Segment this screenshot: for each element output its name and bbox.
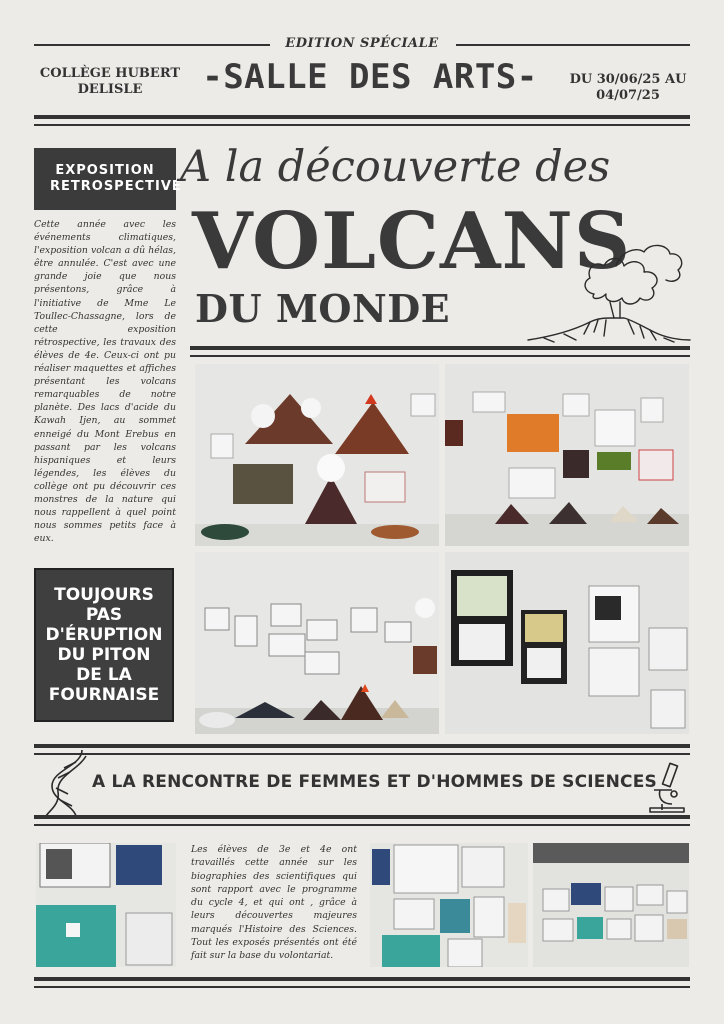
- piton-callout-text: TOUJOURS PAS D'ÉRUPTION DU PITON DE LA FOURNAISE: [45, 585, 163, 705]
- headline-line3: DU MONDE: [195, 286, 451, 331]
- dna-icon: [42, 748, 92, 818]
- edition-label: EDITION SPÉCIALE: [285, 36, 439, 51]
- school-name: COLLÈGE HUBERT DELISLE: [39, 66, 181, 97]
- volcano-photo-3: [195, 552, 439, 734]
- science-section-title: A LA RENCONTRE DE FEMMES ET D'HOMMES DE SCIENCES: [92, 772, 657, 792]
- masthead-rule-thin: [34, 124, 690, 126]
- headline-line1: A la découverte des: [180, 142, 611, 192]
- masthead-title: -SALLE DES ARTS-: [202, 57, 538, 97]
- headline-rule-thick: [190, 346, 690, 350]
- volcano-sketch-icon: [524, 222, 692, 348]
- footer-rule-thin: [34, 986, 690, 988]
- science-rule-mid-thick: [34, 815, 690, 819]
- science-photo-2: [370, 843, 528, 967]
- expo-label: EXPOSITION RETROSPECTIVE: [50, 163, 182, 194]
- exhibition-dates: DU 30/06/25 AU 04/07/25: [569, 72, 687, 103]
- piton-callout-box: [34, 568, 174, 722]
- science-rule-top-thin: [34, 753, 690, 755]
- expo-article-text: Cette année avec les événements climatiques, l'exposition volcan a dû hélas, être annulée. C'est avec une grande joie que nous présentons, grâce à l'initiative de Mme Le Toullec-Chassagne, lors de cette exposition rétrospective, les travaux des élèves de 4e. Ceux-ci ont pu réaliser maquettes et affiches présentant les volcans remarquables de notre planète. Des lacs d'acide du Kawah Ijen, au sommet enneigé du Mont Erebus en passant par les volcans hispaniques et leurs légendes, les élèves du collège ont pu découvrir ces monstres de la nature qui nous rappellent à quel point nous sommes petits face à eux.: [34, 219, 176, 545]
- masthead-rule-thick: [34, 115, 690, 119]
- volcano-photo-2: [445, 364, 689, 546]
- volcano-photo-1: [195, 364, 439, 546]
- science-rule-top-thick: [34, 744, 690, 748]
- science-photo-1: [36, 843, 176, 967]
- headline-line2: VOLCANS: [192, 196, 632, 287]
- footer-rule-thick: [34, 977, 690, 981]
- expo-label-box: [34, 148, 182, 210]
- microscope-icon: [644, 760, 690, 816]
- science-photo-3: [533, 843, 689, 967]
- volcano-photo-4: [445, 552, 689, 734]
- headline-rule-thin: [190, 355, 690, 357]
- science-rule-mid-thin: [34, 824, 690, 826]
- science-article-text: Les élèves de 3e et 4e ont travaillés cette année sur les biographies des scientifiques qui sont rapport avec le programme du cycle 4, et qui ont , grâce à leurs découvertes majeures marqués l'Histoire des Sciences. Tout les exposés présentés ont été fait sur la base du volontariat.: [191, 844, 357, 962]
